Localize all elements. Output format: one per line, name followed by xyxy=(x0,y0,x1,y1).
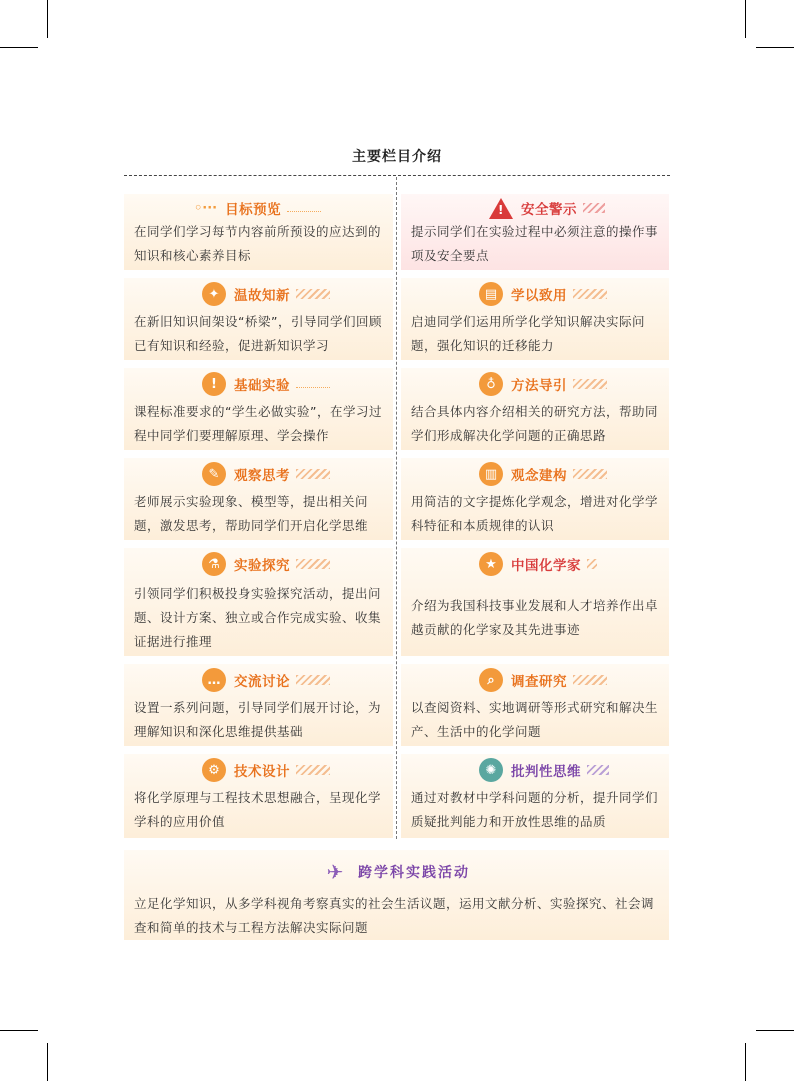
section-card xyxy=(401,754,669,838)
section-title: 目标预览 xyxy=(225,202,282,218)
warning-icon: ! xyxy=(489,198,513,219)
star-badge-icon: ★ xyxy=(479,552,503,576)
section-text: 在同学们学习每节内容前所预设的应达到的知识和核心素养目标 xyxy=(134,224,382,263)
section-text: 立足化学知识，从多学科视角考察真实的社会生活议题，运用文献分析、实验探究、社会调查和简单的技术与工程方法解决实际问题 xyxy=(134,896,655,935)
section-card xyxy=(401,368,669,450)
section-card xyxy=(124,548,393,656)
crop-mark xyxy=(756,47,794,48)
decorative-stripes xyxy=(573,675,607,685)
section-text: 课程标准要求的“学生必做实验”，在学习过程中同学们要理解原理、学会操作 xyxy=(134,404,382,443)
decorative-stripes xyxy=(287,205,321,212)
section-text: 在新旧知识间架设“桥梁”，引导同学们回顾已有知识和经验，促进新知识学习 xyxy=(134,314,382,353)
section-title: 实验探究 xyxy=(234,558,290,574)
section-title: 中国化学家 xyxy=(511,558,581,574)
section-card xyxy=(124,458,393,540)
section-card xyxy=(401,278,669,360)
section-title: 基础实验 xyxy=(234,378,290,394)
crop-mark xyxy=(0,1030,38,1031)
section-card xyxy=(124,278,393,360)
section-text: 提示同学们在实验过程中必须注意的操作事项及安全要点 xyxy=(411,224,659,263)
test-tube-icon: ! xyxy=(202,372,226,396)
chat-bubble-icon: … xyxy=(202,668,226,692)
section-text: 设置一系列问题，引导同学们展开讨论，为理解知识和深化思维提供基础 xyxy=(134,700,382,739)
section-card xyxy=(124,368,393,450)
books-icon: ▥ xyxy=(479,462,503,486)
section-text: 将化学原理与工程技术思想融合，呈现化学学科的应用价值 xyxy=(134,790,382,829)
crop-mark xyxy=(47,0,48,38)
crop-mark xyxy=(745,1043,746,1081)
section-text: 结合具体内容介绍相关的研究方法，帮助同学们形成解决化学问题的正确思路 xyxy=(411,404,659,443)
decorative-stripes xyxy=(296,469,330,479)
section-card xyxy=(401,664,669,746)
magnifier-icon: ⌕ xyxy=(479,668,503,692)
section-title: 交流讨论 xyxy=(234,674,290,690)
decorative-stripes xyxy=(296,289,330,299)
decorative-stripes xyxy=(296,381,330,388)
section-text: 引领同学们积极投身实验探究活动，提出问题、设计方案、独立或合作完成实验、收集证据进行推理 xyxy=(134,586,382,649)
gear-icon: ⚙ xyxy=(202,758,226,782)
top-dashed-divider xyxy=(124,175,670,176)
section-text: 老师展示实验现象、模型等，提出相关问题，激发思考，帮助同学们开启化学思维 xyxy=(134,494,369,533)
clipboard-icon: ▤ xyxy=(479,282,503,306)
section-title: 学以致用 xyxy=(511,288,567,304)
decorative-stripes xyxy=(296,559,330,569)
decorative-stripes xyxy=(296,765,330,775)
section-text: 介绍为我国科技事业发展和人才培养作出卓越贡献的化学家及其先进事迹 xyxy=(411,598,659,637)
decorative-stripes xyxy=(573,289,607,299)
brain-icon: ✺ xyxy=(479,758,503,782)
section-title: 方法导引 xyxy=(511,378,567,394)
page-title: 主要栏目介绍 xyxy=(352,149,442,165)
section-title: 安全警示 xyxy=(521,202,577,218)
section-card xyxy=(124,664,393,746)
section-card xyxy=(401,194,669,270)
lightbulb-pin-icon: ✦ xyxy=(202,282,226,306)
section-title: 温故知新 xyxy=(234,288,290,304)
section-title: 技术设计 xyxy=(234,764,290,780)
decorative-stripes xyxy=(573,469,607,479)
decorative-stripes xyxy=(587,559,597,569)
section-card xyxy=(124,194,393,270)
section-text: 用简洁的文字提炼化学观念，增进对化学学科特征和本质规律的认识 xyxy=(411,494,659,533)
section-card xyxy=(124,850,669,940)
crop-mark xyxy=(756,1030,794,1031)
decorative-stripes xyxy=(573,379,607,389)
column-dashed-divider xyxy=(396,177,397,839)
pencil-icon: ✎ xyxy=(202,462,226,486)
decorative-stripes xyxy=(587,765,609,775)
section-title: 批判性思维 xyxy=(511,764,581,780)
section-title: 观念建构 xyxy=(511,468,567,484)
section-card xyxy=(401,458,669,540)
section-card xyxy=(401,548,669,656)
section-text: 通过对教材中学科问题的分析，提升同学们质疑批判能力和开放性思维的品质 xyxy=(411,790,659,829)
satellite-icon: ✈ xyxy=(326,860,344,884)
compass-icon: ♁ xyxy=(479,372,503,396)
crop-mark xyxy=(745,0,746,38)
section-text: 以查阅资料、实地调研等形式研究和解决生产、生活中的化学问题 xyxy=(411,700,659,739)
section-text: 启迪同学们运用所学化学知识解决实际问题，强化知识的迁移能力 xyxy=(411,314,646,353)
target-icon: ◦··· xyxy=(194,200,218,216)
decorative-stripes xyxy=(296,675,330,685)
crop-mark xyxy=(47,1043,48,1081)
section-title: 观察思考 xyxy=(234,468,290,484)
section-card xyxy=(124,754,393,838)
section-title: 跨学科实践活动 xyxy=(358,865,470,881)
flask-icon: ⚗ xyxy=(202,552,226,576)
section-title: 调查研究 xyxy=(511,674,567,690)
crop-mark xyxy=(0,47,38,48)
decorative-stripes xyxy=(583,203,605,213)
